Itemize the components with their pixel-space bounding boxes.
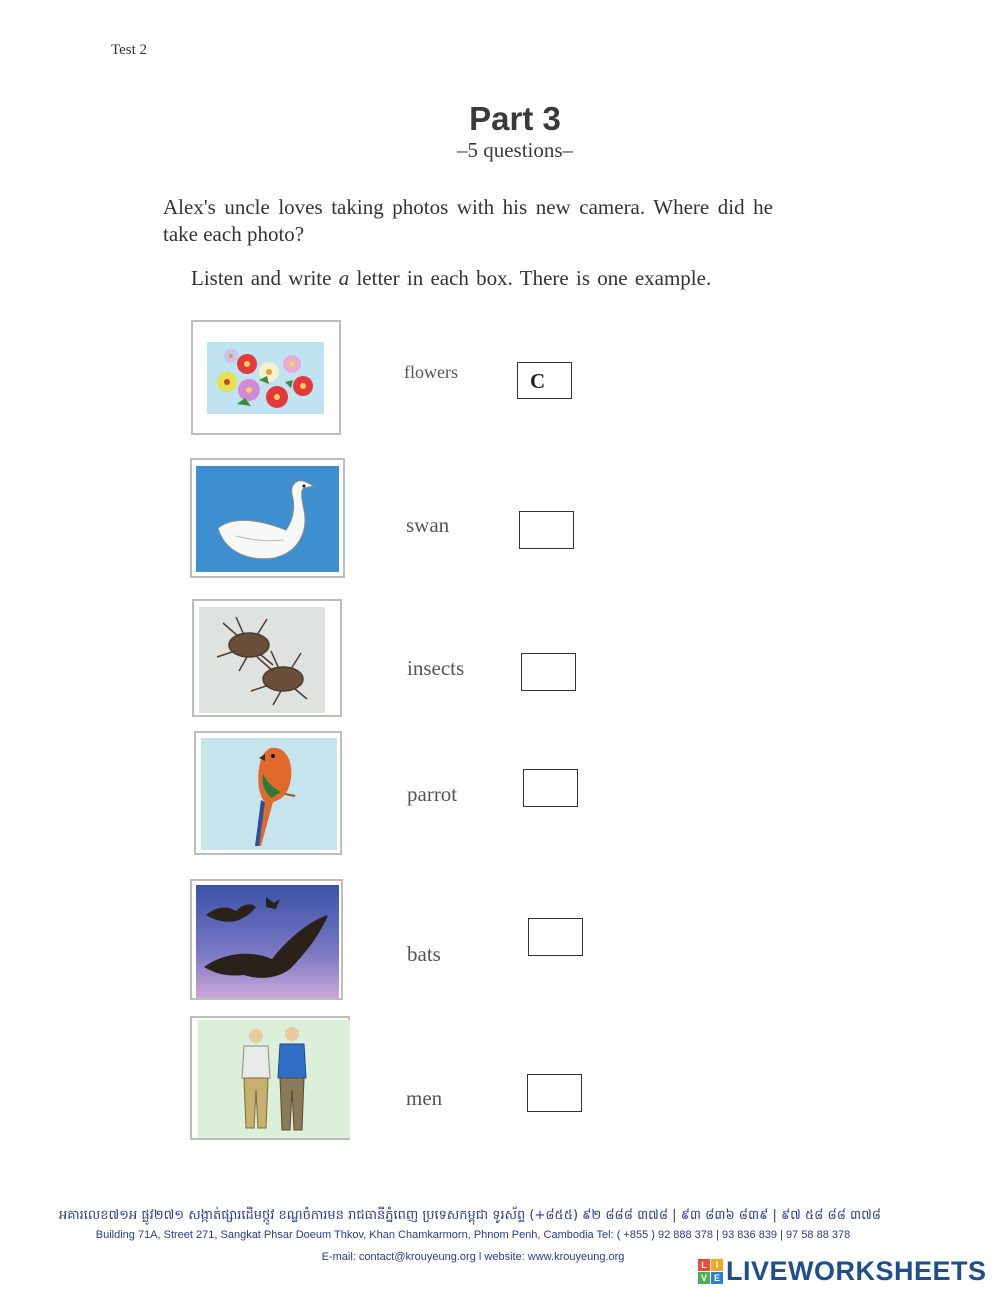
insects-picture	[192, 599, 342, 717]
answer-box-men[interactable]	[527, 1074, 582, 1112]
flower-icon	[217, 349, 313, 408]
answer-box-bats[interactable]	[528, 918, 583, 956]
word-parrot: parrot	[407, 782, 458, 806]
word-insects: insects	[407, 656, 465, 680]
parrot-picture	[194, 731, 342, 855]
footer-contact: E-mail: contact@krouyeung.org l website: www.krouyeung.org	[321, 1251, 625, 1263]
parrot-icon	[255, 748, 295, 846]
footer-address: Building 71A, Street 271, Sangkat Phsar Doeum Thkov, Khan Chamkarmorn, Phnom Penh, Cambodia Tel: ( +855 ) 92 888 378 | 93 836 839 | 97 58 88 378	[95, 1229, 851, 1241]
instruction-emphasis: a	[338, 266, 350, 290]
bat-icon	[204, 897, 328, 978]
men-picture	[190, 1016, 350, 1140]
part-title: Part 3	[469, 100, 561, 137]
liveworksheets-logo	[698, 1256, 987, 1286]
word-bats: bats	[407, 942, 441, 966]
word-swan: swan	[406, 513, 450, 537]
footer-khmer-address: អគារលេខ៧១អ ផ្លូវ២៧១ សង្កាត់ផ្សារដើមថ្កូវ ខណ្ឌចំការមន រាជធានីភ្នំពេញ ប្រទេសកម្ពុជា ទូរស័ព្ទ (+៨៥៥) ៩២ ៨៨៨ ៣៧៨ | ៩៣ ៨៣៦ ៨៣៩ | ៩៧ ៥៨ ៨៨ ៣៧៨	[58, 1208, 882, 1223]
answer-box-parrot[interactable]	[523, 769, 578, 807]
answer-box-swan[interactable]	[519, 511, 574, 549]
bats-picture	[190, 879, 343, 1000]
instruction-text: Listen and write a letter in each box. There is one example.	[191, 266, 712, 290]
intro-text: Alex's uncle loves taking photos with his new camera. Where did he take each photo?	[163, 195, 773, 246]
part-subtitle: –5 questions–	[456, 138, 574, 162]
test-label: Test 2	[111, 42, 148, 58]
answer-box-insects[interactable]	[521, 653, 576, 691]
swan-icon	[218, 481, 314, 559]
swan-picture	[190, 458, 345, 578]
live-badge-icon: L I V E	[698, 1259, 723, 1284]
word-flowers: flowers	[404, 362, 458, 382]
flowers-picture	[191, 320, 341, 435]
brand-name: LIVEWORKSHEETS	[726, 1255, 987, 1286]
person-icon	[242, 1027, 306, 1130]
insect-icon	[217, 617, 307, 705]
word-men: men	[406, 1086, 443, 1110]
answer-box-flowers[interactable]: C	[517, 362, 572, 399]
